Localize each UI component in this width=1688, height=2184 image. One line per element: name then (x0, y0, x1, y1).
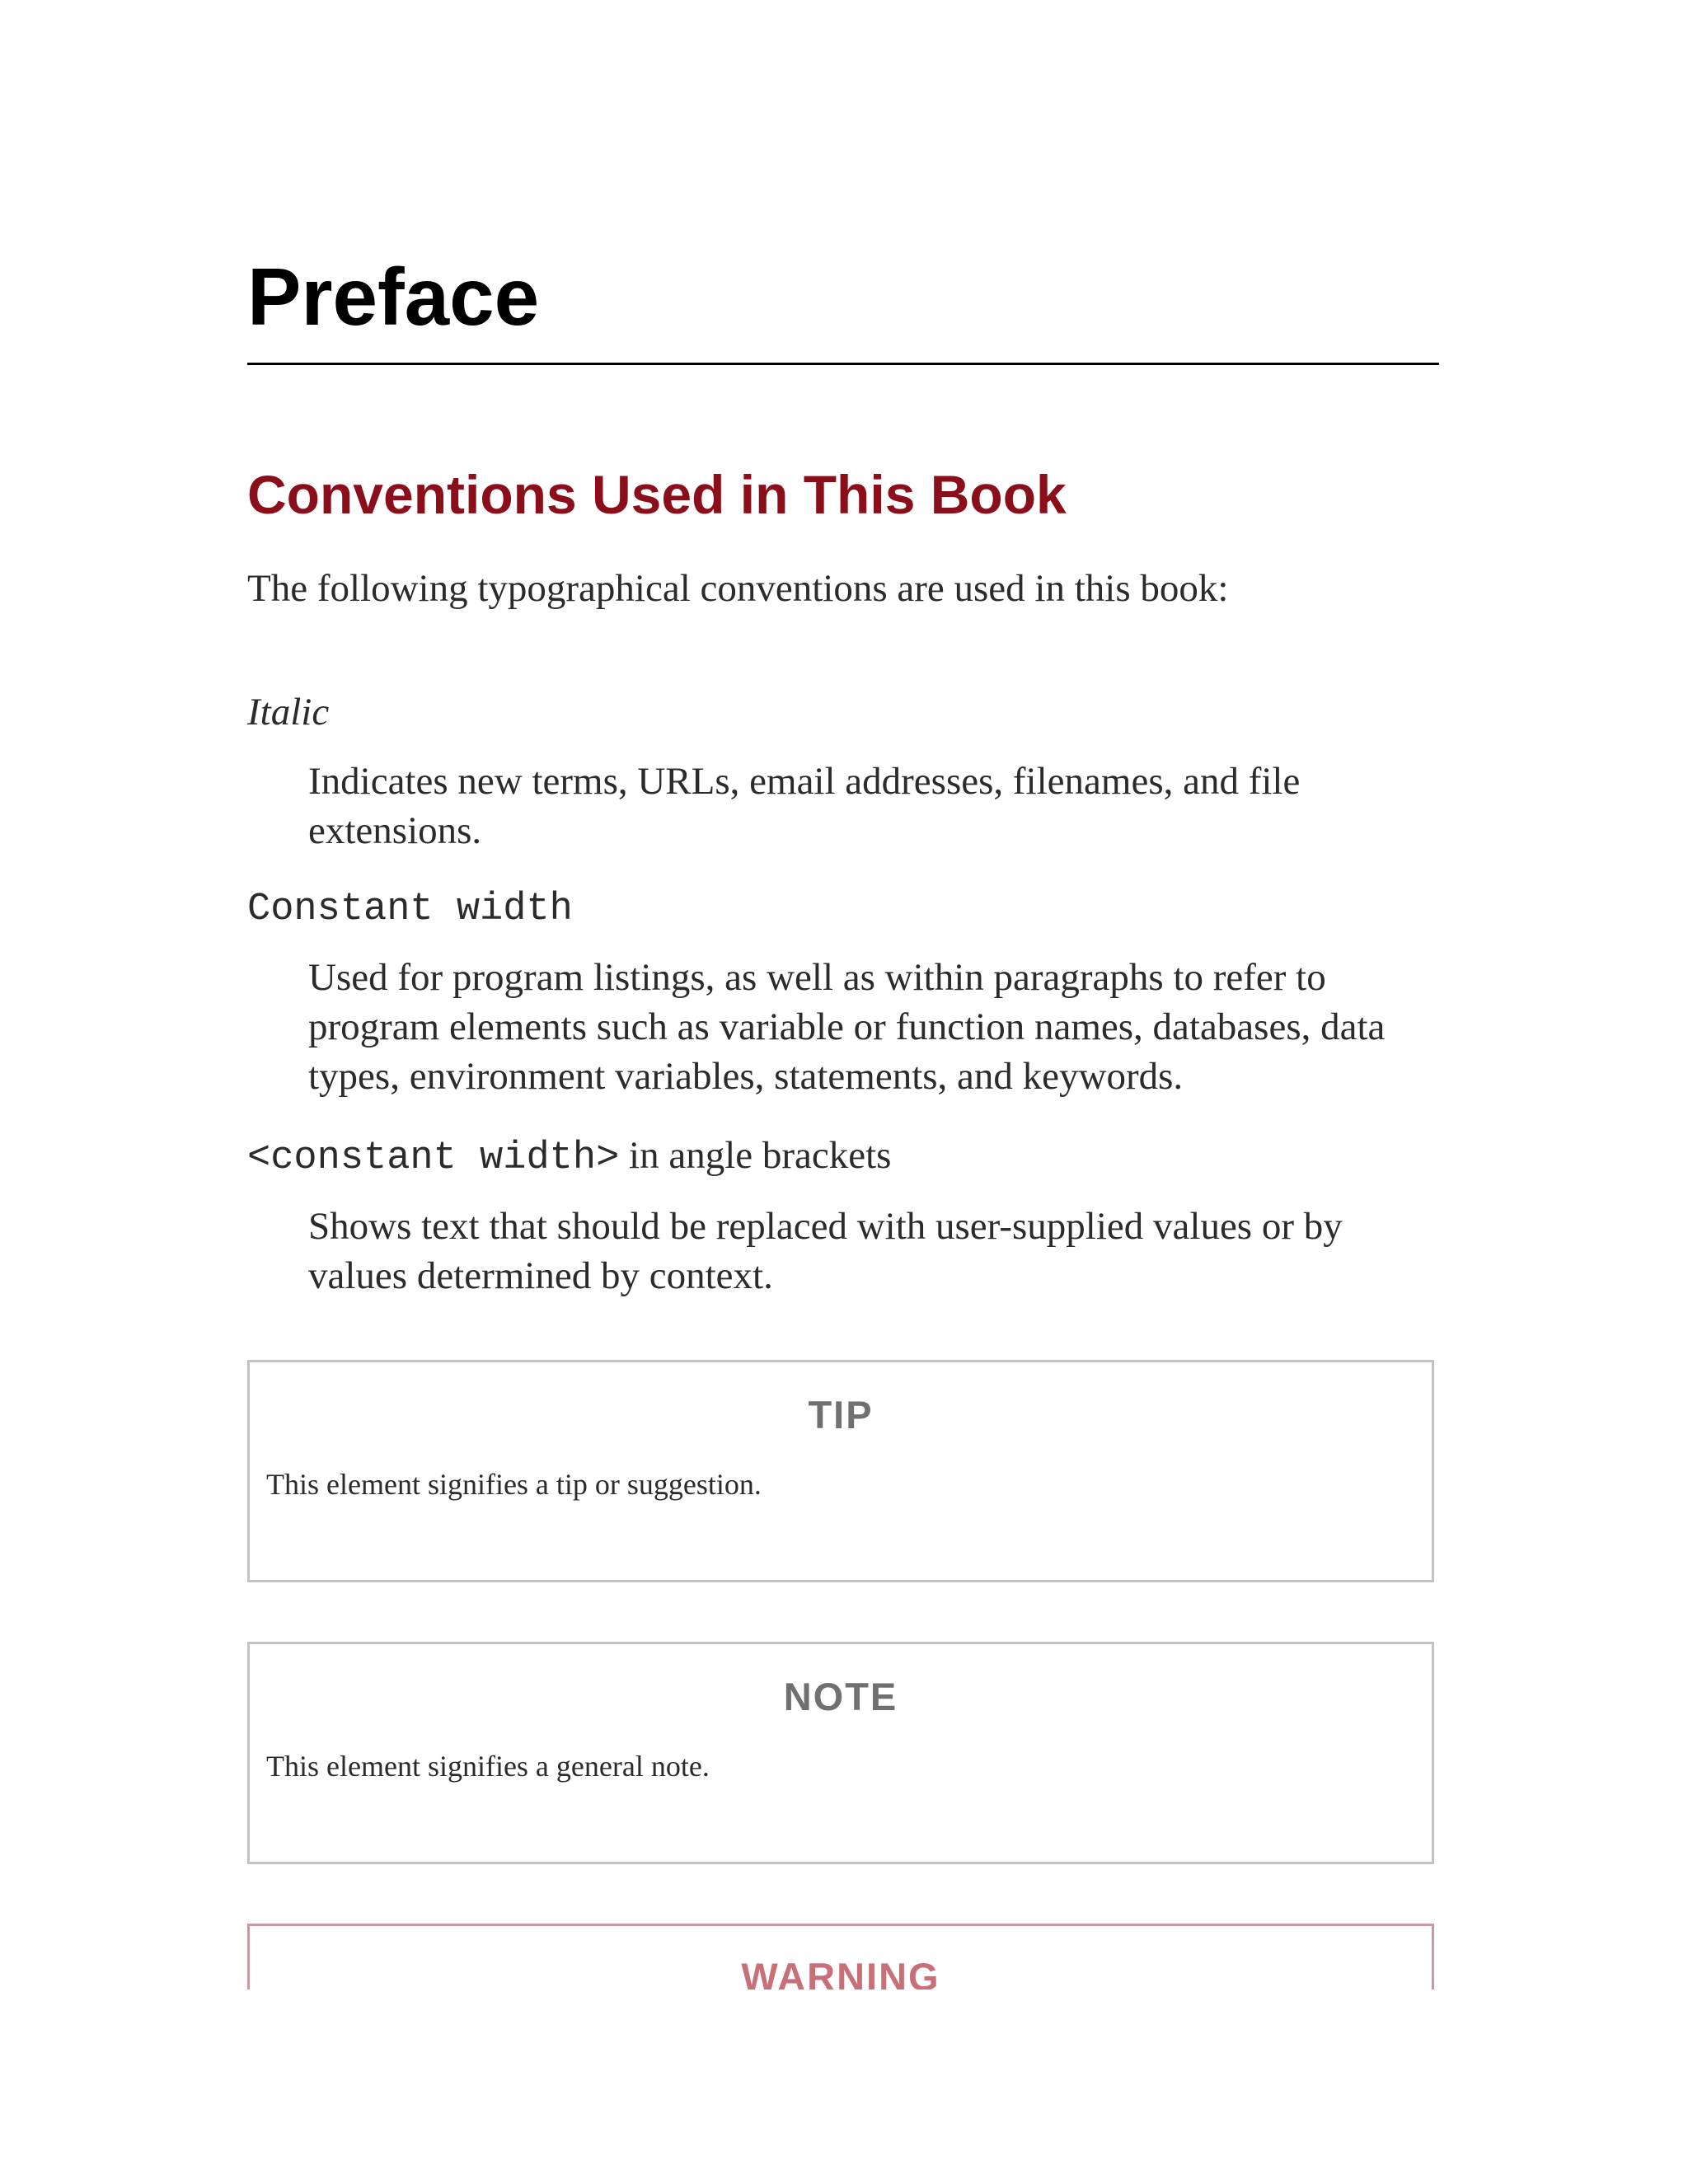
note-body: This element signifies a general note. (266, 1750, 710, 1783)
section-heading: Conventions Used in This Book (247, 464, 1067, 525)
warning-title: WARNING (741, 1955, 940, 1990)
convention-term-suffix: in angle brackets (619, 1134, 892, 1177)
convention-term-constant-width (247, 882, 573, 935)
convention-term-angle-brackets (247, 1131, 891, 1183)
note-box (247, 1642, 1434, 1864)
warning-box (247, 1924, 1434, 1990)
tip-title: TIP (808, 1393, 874, 1436)
title-divider (247, 363, 1439, 365)
convention-term-code: <constant width> (247, 1137, 620, 1180)
convention-term-italic: Italic (247, 691, 330, 733)
tip-body: This element signifies a tip or suggestion. (266, 1468, 762, 1501)
convention-definition-italic: Indicates new terms, URLs, email addresses, filenames, and file extensions. (308, 760, 1301, 852)
convention-definition-angle-brackets: Shows text that should be replaced with user-supplied values or by values determined by context. (308, 1205, 1343, 1297)
intro-paragraph: The following typographical conventions are used in this book: (247, 567, 1229, 610)
tip-box (247, 1360, 1434, 1582)
note-title: NOTE (783, 1675, 898, 1718)
convention-definition-constant-width: Used for program listings, as well as within paragraphs to refer to program elements such as variable or function names, databases, data types, environment variables, statements, and keywords. (308, 956, 1386, 1098)
chapter-title: Preface (247, 251, 540, 342)
convention-term-code: Constant width (247, 888, 573, 931)
